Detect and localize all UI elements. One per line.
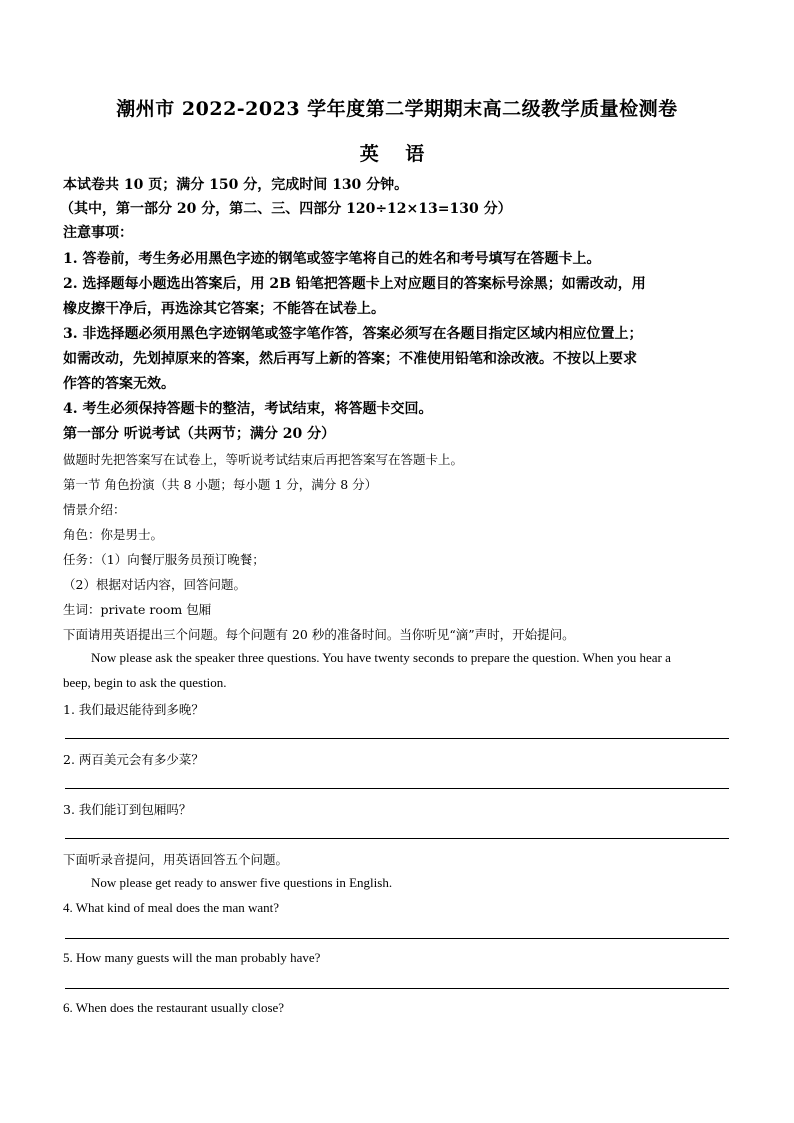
ask-instruction-en: Now please ask the speaker three questions. You have twenty seconds to prepare the question. When you hear a [91, 650, 671, 665]
section1-heading: 第一节 角色扮演（共 8 小题；每小题 1 分，满分 8 分） [63, 477, 378, 492]
exam-info: 本试卷共 10 页；满分 150 分，完成时间 130 分钟。 [63, 177, 409, 193]
notice-item-3: 3. 非选择题必须用黑色字迹钢笔或签字笔作答，答案必须写在各题目指定区域内相应位置上； [63, 326, 643, 342]
notice-item-3-cont: 如需改动，先划掉原来的答案，然后再写上新的答案；不准使用铅笔和涂改液。不按以上要求 [63, 351, 637, 367]
answer-line-5[interactable] [65, 988, 729, 989]
ask-instruction-en-cont: beep, begin to ask the question. [63, 675, 227, 690]
ask-instruction-cn: 下面请用英语提出三个问题。每个问题有 20 秒的准备时间。当你听见“滴”声时，开始提问。 [63, 627, 575, 642]
answer-instruction-cn: 下面听录音提问，用英语回答五个问题。 [63, 852, 289, 867]
question-4: 4. What kind of meal does the man want? [63, 900, 280, 915]
vocab-text: 生词：private room 包厢 [63, 602, 212, 617]
notice-item-2: 2. 选择题每小题选出答案后，用 2B 铅笔把答题卡上对应题目的答案标号涂黑；如需改动，用 [63, 276, 646, 292]
notice-item-3-cont2: 作答的答案无效。 [63, 376, 175, 392]
notice-heading: 注意事项： [63, 225, 133, 241]
question-2: 2. 两百美元会有多少菜？ [63, 752, 204, 767]
notice-item-1: 1. 答卷前，考生务必用黑色字迹的钢笔或签字笔将自己的姓名和考号填写在答题卡上。 [63, 251, 601, 267]
role-text: 角色：你是男士。 [63, 527, 164, 542]
answer-line-4[interactable] [65, 938, 729, 939]
notice-item-2-cont: 橡皮擦干净后，再选涂其它答案；不能答在试卷上。 [63, 301, 385, 317]
part1-note: 做题时先把答案写在试卷上，等听说考试结束后再把答案写在答题卡上。 [63, 452, 464, 467]
question-6: 6. When does the restaurant usually close? [63, 1000, 285, 1015]
question-5: 5. How many guests will the man probably have? [63, 950, 321, 965]
task-1: 任务：（1）向餐厅服务员预订晚餐； [63, 552, 265, 567]
task-2: （2）根据对话内容，回答问题。 [63, 577, 246, 592]
answer-line-3[interactable] [65, 838, 729, 839]
question-1: 1. 我们最迟能待到多晚？ [63, 702, 204, 717]
subject-title: 英 语 [359, 143, 435, 165]
scene-heading: 情景介绍： [63, 502, 126, 517]
answer-instruction-en: Now please get ready to answer five questions in English. [91, 875, 393, 890]
answer-line-2[interactable] [65, 788, 729, 789]
score-breakdown: （其中，第一部分 20 分，第二、三、四部分 120÷12×13=130 分） [60, 201, 512, 217]
answer-line-1[interactable] [65, 738, 729, 739]
exam-title: 潮州市 2022-2023 学年度第二学期期末高二级教学质量检测卷 [116, 98, 678, 120]
notice-item-4: 4. 考生必须保持答题卡的整洁，考试结束，将答题卡交回。 [63, 401, 433, 417]
part1-heading: 第一部分 听说考试（共两节；满分 20 分） [63, 426, 336, 442]
question-3: 3. 我们能订到包厢吗？ [63, 802, 192, 817]
